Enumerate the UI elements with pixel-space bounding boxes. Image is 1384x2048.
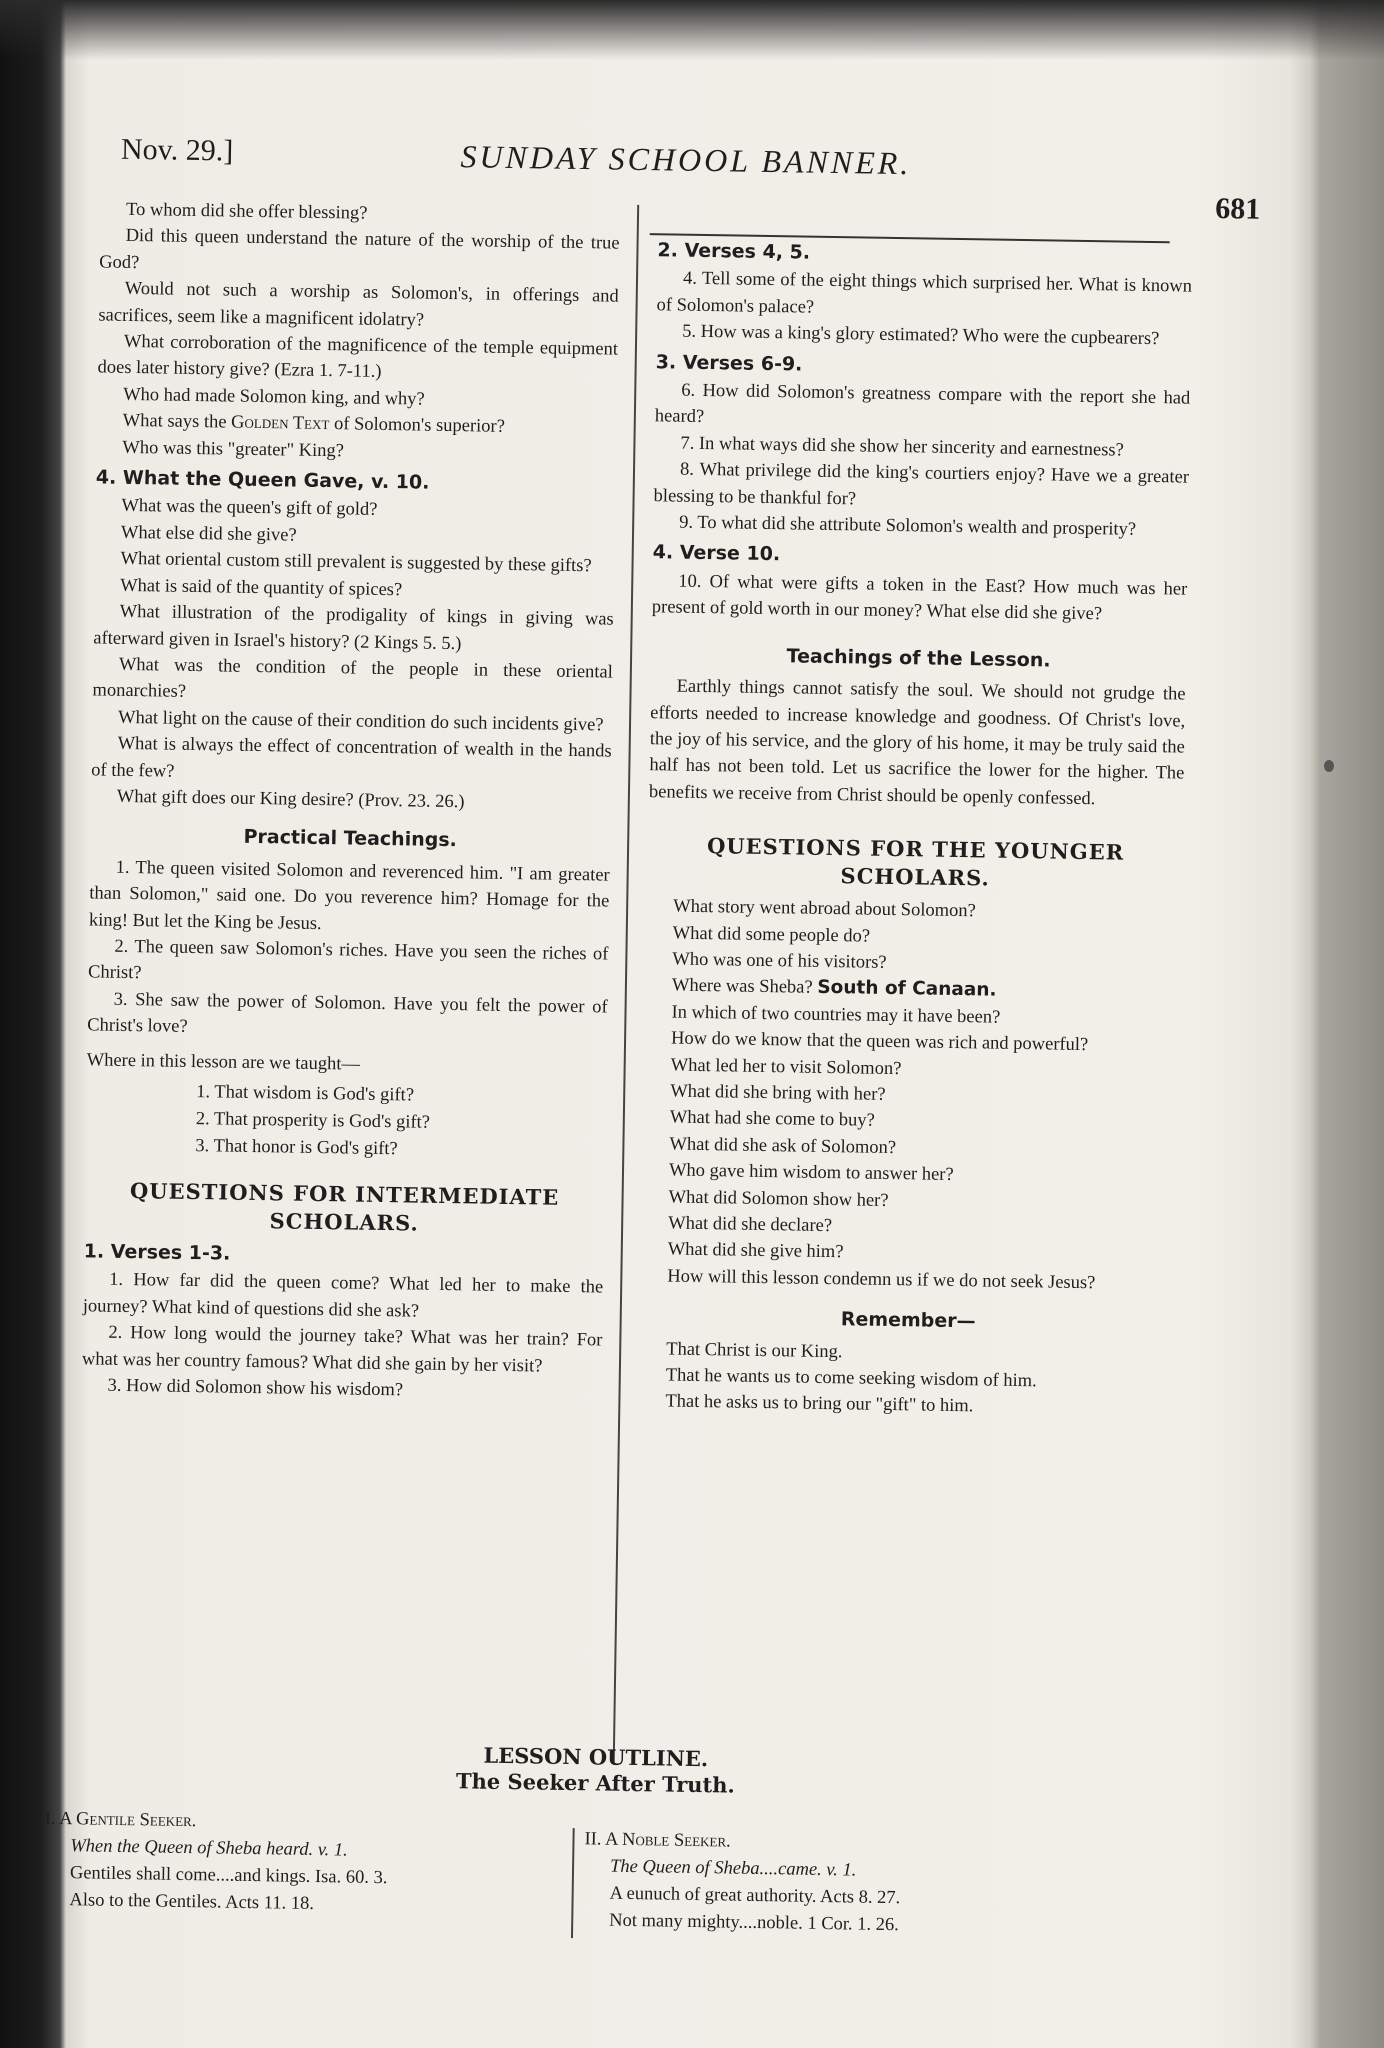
verse-10-heading: 4. Verse 10.	[652, 541, 781, 566]
intermediate-question: 8. What privilege did the king's courtiers enjoy? Have we a greater blessing to be thankful for?	[653, 459, 1190, 510]
question-paragraph: What else did she give?	[120, 522, 297, 546]
practical-teachings-heading: Practical Teachings.	[243, 826, 458, 852]
outline-line: Also to the Gentiles. Acts 11. 18.	[69, 1890, 315, 1915]
intermediate-question: 10. Of what were gifts a token in the East? How much was her present of gold worth in our money? What else did she give?	[651, 571, 1188, 625]
question-paragraph: What gift does our King desire? (Prov. 23. 26.)	[116, 786, 465, 813]
remember-item: That he wants us to come seeking wisdom of him.	[665, 1365, 1037, 1392]
question-paragraph: What was the condition of the people in these oriental monarchies?	[92, 654, 614, 703]
question-paragraph: What illustration of the prodigality of kings in giving was afterward given in Israel's history? (2 Kings 5. 5.)	[93, 601, 614, 654]
younger-question: What did she give him?	[667, 1239, 844, 1263]
binding-shadow	[0, 0, 1384, 60]
sheba-answer: South of Canaan.	[817, 977, 997, 1001]
younger-question: How will this lesson condemn us if we do not seek Jesus?	[667, 1266, 1096, 1294]
verses-4-5-heading: 2. Verses 4, 5.	[657, 239, 811, 264]
younger-question: What story went abroad about Solomon?	[673, 896, 976, 922]
outline-part-two	[583, 1826, 1105, 1942]
intermediate-heading-line-1: QUESTIONS FOR INTERMEDIATE	[129, 1178, 560, 1210]
outline-line: The Queen of Sheba....came. v. 1.	[609, 1856, 857, 1881]
intermediate-heading	[84, 1176, 605, 1240]
question-paragraph: Would not such a worship as Solomon's, in offerings and sacrifices, seem like a magnificent idolatry?	[98, 279, 619, 331]
intermediate-question: 4. Tell some of the eight things which surprised her. What is known of Solomon's palace?	[656, 269, 1193, 318]
intermediate-question: 7. In what ways did she show her sincerity and earnestness?	[680, 433, 1124, 461]
question-paragraph: What oriental custom still prevalent is suggested by these gifts?	[120, 549, 592, 577]
question-paragraph: To whom did she offer blessing?	[125, 199, 368, 224]
taught-item: 3. That honor is God's gift?	[195, 1136, 398, 1160]
younger-question: What did Solomon show her?	[668, 1187, 889, 1211]
practical-teaching: 1. The queen visited Solomon and reverenced him. "I am greater than Solomon," said one. Do you reverence him? Homage for the king! But let the King be Jesus.	[88, 857, 610, 934]
sheba-question-text: Where was Sheba?	[671, 975, 818, 999]
practical-teaching: 2. The queen saw Solomon's riches. Have you seen the riches of Christ?	[87, 936, 609, 984]
outline-divider	[571, 1828, 575, 1938]
remember-item: That Christ is our King.	[666, 1339, 843, 1362]
outline-line: Gentiles shall come....and kings. Isa. 60. 3.	[69, 1863, 388, 1889]
taught-item: 2. That prosperity is God's gift?	[195, 1109, 431, 1133]
intermediate-question: 1. How far did the queen come? What led her to make the journey? What kind of questions did she ask?	[82, 1270, 604, 1322]
left-column	[81, 196, 620, 1406]
header-date: Nov. 29.]	[120, 132, 234, 168]
younger-question: In which of two countries may it have been?	[671, 1002, 1001, 1028]
remember-heading: Remember—	[840, 1308, 976, 1333]
golden-text-pre: What says the	[122, 411, 232, 433]
younger-heading-line-2: SCHOLARS.	[840, 863, 990, 891]
younger-question: What led her to visit Solomon?	[670, 1055, 902, 1079]
taught-list	[195, 1079, 606, 1166]
outline-line: Not many mighty....noble. 1 Cor. 1. 26.	[609, 1910, 900, 1936]
practical-teaching: 3. She saw the power of Solomon. Have you felt the power of Christ's love?	[87, 989, 608, 1038]
golden-text-label: Golden Text	[230, 412, 330, 435]
outline-line: A eunuch of great authority. Acts 8. 27.	[609, 1883, 901, 1909]
section-heading-queen-gave: 4. What the Queen Gave, v. 10.	[95, 466, 430, 494]
outline-line: When the Queen of Sheba heard. v. 1.	[70, 1836, 348, 1861]
intermediate-heading-line-2: SCHOLARS.	[269, 1208, 420, 1236]
verses-6-9-heading: 3. Verses 6-9.	[655, 350, 803, 376]
younger-heading	[647, 831, 1183, 895]
verses-1-3-heading: 1. Verses 1-3.	[83, 1240, 231, 1265]
outline-right-heading: II. A Noble Seeker.	[584, 1829, 731, 1852]
column-divider	[613, 205, 640, 1765]
question-paragraph: Who had made Solomon king, and why?	[123, 384, 425, 410]
younger-question: What did she declare?	[668, 1213, 833, 1237]
magazine-page	[41, 86, 1312, 2048]
question-paragraph: What was the queen's gift of gold?	[121, 496, 378, 521]
right-column	[639, 233, 1192, 1423]
younger-heading-line-1: QUESTIONS FOR THE YOUNGER	[706, 833, 1125, 865]
outline-title: LESSON OUTLINE.	[483, 1742, 709, 1772]
outline-subtitle: The Seeker After Truth.	[455, 1768, 736, 1798]
question-paragraph: What light on the cause of their condition do such incidents give?	[117, 707, 604, 736]
taught-item: 1. That wisdom is God's gift?	[196, 1082, 415, 1106]
question-paragraph: Did this queen understand the nature of the worship of the true God?	[99, 226, 620, 273]
remember-item: That he asks us to bring our "gift" to him.	[665, 1391, 974, 1417]
intermediate-question: 9. To what did she attribute Solomon's wealth and prosperity?	[679, 512, 1137, 540]
younger-question: How do we know that the queen was rich and powerful?	[670, 1028, 1089, 1056]
intermediate-question: 5. How was a king's glory estimated? Who were the cupbearers?	[682, 321, 1160, 350]
outline-left-heading: I. A Gentile Seeker.	[44, 1808, 197, 1832]
outline-part-one	[43, 1806, 565, 1922]
question-paragraph: Who was this "greater" King?	[122, 437, 345, 461]
publication-title: SUNDAY SCHOOL BANNER.	[460, 138, 912, 182]
intermediate-question: 2. How long would the journey take? What was her train? For what was her country famous? What did she gain by her visit?	[81, 1322, 603, 1377]
younger-question: What did she ask of Solomon?	[669, 1134, 897, 1158]
page-number: 681	[1214, 191, 1261, 226]
younger-question: Who gave him wisdom to answer her?	[668, 1160, 954, 1186]
question-paragraph: What is said of the quantity of spices?	[120, 575, 403, 600]
younger-question: What did she bring with her?	[670, 1081, 886, 1105]
question-paragraph: What corroboration of the magnificence of the temple equipment does later history give? (Ezra 1. 7-11.)	[97, 331, 619, 383]
golden-text-post: of Solomon's superior?	[329, 414, 506, 438]
teachings-heading: Teachings of the Lesson.	[786, 644, 1051, 672]
younger-question: What did some people do?	[672, 923, 871, 947]
younger-question: Who was one of his visitors?	[672, 949, 887, 973]
taught-intro: Where in this lesson are we taught—	[86, 1049, 361, 1075]
teachings-paragraph: Earthly things cannot satisfy the soul. We should not grudge the efforts needed to increase knowledge and goodness. Of Christ's love, the joy of his service, and the glory of his home, it may be truly said the half has not been told. Let us sacrifice the lower for the higher. The benefits we receive from Christ should be openly confessed.	[648, 676, 1186, 809]
question-paragraph: What is always the effect of concentration of wealth in the hands of the few?	[91, 733, 612, 782]
intermediate-question: 3. How did Solomon show his wisdom?	[107, 1375, 404, 1401]
intermediate-question: 6. How did Solomon's greatness compare with the report she had heard?	[654, 380, 1191, 428]
lesson-outline	[44, 1736, 1146, 1936]
edge-mark	[1324, 760, 1334, 772]
younger-question: What had she come to buy?	[669, 1107, 875, 1132]
